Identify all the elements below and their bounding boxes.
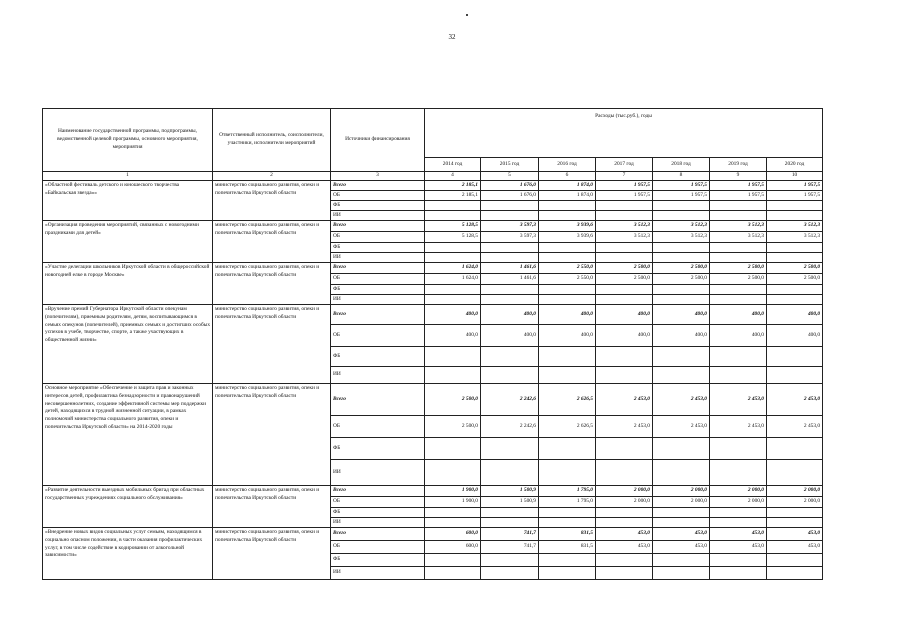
empty-cell [481,438,539,460]
column-number: 10 [767,172,823,181]
funding-source: ИИ [331,567,425,580]
total-value: 600,0 [425,528,481,541]
empty-cell [425,243,481,253]
empty-cell [710,554,767,567]
funding-source: ИИ [331,460,425,486]
funding-source: Всего [331,263,425,274]
header-source: Источники финансирования [331,109,425,172]
column-number: 8 [653,172,710,181]
empty-cell [710,285,767,295]
total-value: 1 795,0 [539,486,596,497]
total-value: 453,0 [710,528,767,541]
funding-source: ОБ [331,274,425,285]
header-name: Наименование государственной программы, подпрограммы, ведомственной целевой программы, основного мероприятия, мероприятия [43,109,213,172]
ob-value: 400,0 [425,325,481,347]
empty-cell [481,243,539,253]
measure-executor: министерство социального развития, опеки и попечительства Иркутской области [213,263,331,305]
total-value: 2 453,0 [596,384,653,416]
total-value: 2 185,1 [425,181,481,191]
ob-value: 400,0 [653,325,710,347]
empty-cell [653,554,710,567]
empty-cell [653,567,710,580]
measure-executor: министерство социального развития, опеки и попечительства Иркутской области [213,528,331,580]
empty-cell [596,211,653,221]
total-value: 400,0 [481,305,539,325]
ob-value: 3 597,3 [481,232,539,243]
column-number: 3 [331,172,425,181]
empty-cell [767,295,823,305]
empty-cell [596,367,653,384]
year-header: 2018 год [653,158,710,172]
total-value: 453,0 [596,528,653,541]
empty-cell [767,201,823,211]
total-value: 2 000,0 [596,486,653,497]
empty-cell [710,367,767,384]
ob-value: 2 626,5 [539,416,596,438]
ob-value: 3 512,3 [596,232,653,243]
ob-value: 2 500,0 [653,274,710,285]
empty-cell [481,253,539,263]
ob-value: 2 500,0 [425,416,481,438]
ob-value: 1 676,0 [481,191,539,201]
empty-cell [425,211,481,221]
empty-cell [596,518,653,528]
total-value: 2 000,0 [767,486,823,497]
funding-source: Всего [331,221,425,232]
empty-cell [710,253,767,263]
total-value: 1 500,9 [481,486,539,497]
ob-value: 1 624,0 [425,274,481,285]
funding-source: ОБ [331,416,425,438]
empty-cell [653,285,710,295]
empty-cell [653,295,710,305]
empty-cell [767,518,823,528]
header-executor: Ответственный исполнитель, соисполнители, участники, исполнители мероприятий [213,109,331,172]
funding-source: ОБ [331,497,425,508]
total-value: 400,0 [539,305,596,325]
funding-source: ФБ [331,438,425,460]
total-value: 1 624,0 [425,263,481,274]
column-number: 1 [43,172,213,181]
ob-value: 2 500,0 [596,274,653,285]
empty-cell [425,253,481,263]
column-number: 6 [539,172,596,181]
total-value: 2 000,0 [653,486,710,497]
empty-cell [710,201,767,211]
empty-cell [710,518,767,528]
column-number: 9 [710,172,767,181]
funding-source: ФБ [331,554,425,567]
total-value: 3 512,3 [653,221,710,232]
ob-value: 1 795,0 [539,497,596,508]
ob-value: 1 957,5 [653,191,710,201]
total-value: 1 676,0 [481,181,539,191]
empty-cell [653,211,710,221]
empty-cell [653,367,710,384]
ob-value: 2 000,0 [596,497,653,508]
total-value: 2 500,0 [653,263,710,274]
empty-cell [596,295,653,305]
empty-cell [425,438,481,460]
total-value: 400,0 [596,305,653,325]
empty-cell [539,253,596,263]
total-value: 3 512,3 [710,221,767,232]
empty-cell [653,243,710,253]
ob-value: 741,7 [481,541,539,554]
funding-source: ОБ [331,191,425,201]
column-number: 2 [213,172,331,181]
year-header: 2014 год [425,158,481,172]
measure-name: «Областной фестиваль детского и юношеского творчества «Байкальская звезда»» [43,181,213,221]
empty-cell [710,211,767,221]
page-number: 32 [448,33,456,41]
funding-source: ОБ [331,325,425,347]
empty-cell [653,347,710,367]
ob-value: 2 500,0 [710,274,767,285]
ob-value: 1 957,5 [596,191,653,201]
ob-value: 400,0 [481,325,539,347]
ob-value: 453,0 [710,541,767,554]
empty-cell [539,347,596,367]
ob-value: 1 500,9 [481,497,539,508]
ob-value: 2 000,0 [767,497,823,508]
empty-cell [481,567,539,580]
total-value: 1 957,5 [653,181,710,191]
measure-name: «Участие делегации школьников Иркутской области в общероссийской новогодней елке в городе Москве» [43,263,213,305]
column-number: 4 [425,172,481,181]
empty-cell [425,518,481,528]
empty-cell [767,285,823,295]
empty-cell [539,201,596,211]
empty-cell [539,211,596,221]
measure-name: Основное мероприятие «Обеспечение и защита прав и законных интересов детей, профилактика безнадзорности и правонарушений несовершеннолетних, создание эффективной системы мер поддержки детей, находящихся в трудной жизненной ситуации, в рамках полномочий министерства социального развития, опеки и попечительства Иркутской области» на 2014-2020 годы [43,384,213,486]
ob-value: 2 000,0 [653,497,710,508]
measure-executor: министерство социального развития, опеки и попечительства Иркутской области [213,221,331,263]
ob-value: 400,0 [710,325,767,347]
empty-cell [653,460,710,486]
total-value: 400,0 [653,305,710,325]
empty-cell [767,567,823,580]
empty-cell [767,243,823,253]
empty-cell [710,295,767,305]
ob-value: 3 512,3 [710,232,767,243]
empty-cell [481,285,539,295]
empty-cell [596,460,653,486]
ob-value: 2 453,0 [653,416,710,438]
column-number: 7 [596,172,653,181]
empty-cell [425,347,481,367]
year-header: 2020 год [767,158,823,172]
empty-cell [596,567,653,580]
measure-executor: министерство социального развития, опеки и попечительства Иркутской области [213,181,331,221]
empty-cell [653,438,710,460]
funding-source: ФБ [331,285,425,295]
funding-source: ИИ [331,295,425,305]
total-value: 831,5 [539,528,596,541]
empty-cell [481,460,539,486]
empty-cell [596,243,653,253]
empty-cell [767,460,823,486]
total-value: 1 461,6 [481,263,539,274]
total-value: 1 957,5 [710,181,767,191]
empty-cell [596,508,653,518]
year-header: 2016 год [539,158,596,172]
empty-cell [481,508,539,518]
funding-source: ФБ [331,243,425,253]
funding-source: Всего [331,181,425,191]
total-value: 2 500,0 [767,263,823,274]
total-value: 741,7 [481,528,539,541]
measure-executor: министерство социального развития, опеки и попечительства Иркутской области [213,384,331,486]
empty-cell [596,285,653,295]
ob-value: 1 874,0 [539,191,596,201]
funding-source: ОБ [331,232,425,243]
total-value: 453,0 [767,528,823,541]
total-value: 400,0 [425,305,481,325]
funding-source: ФБ [331,508,425,518]
empty-cell [767,253,823,263]
empty-cell [539,367,596,384]
empty-cell [481,211,539,221]
empty-cell [767,438,823,460]
total-value: 2 453,0 [710,384,767,416]
empty-cell [653,253,710,263]
total-value: 3 939,6 [539,221,596,232]
empty-cell [481,347,539,367]
measure-executor: министерство социального развития, опеки и попечительства Иркутской области [213,305,331,384]
empty-cell [767,554,823,567]
empty-cell [481,518,539,528]
empty-cell [539,295,596,305]
funding-source: ИИ [331,211,425,221]
empty-cell [767,347,823,367]
scan-speck [466,14,468,16]
total-value: 2 453,0 [653,384,710,416]
total-value: 3 597,3 [481,221,539,232]
ob-value: 2 242,6 [481,416,539,438]
total-value: 5 128,5 [425,221,481,232]
measure-name: «Развитие деятельности выездных мобильных бригад при областных государственных учреждениях социального обслуживания» [43,486,213,528]
funding-source: ФБ [331,201,425,211]
funding-source: ФБ [331,347,425,367]
measure-name: «Организация проведения мероприятий, связанных с новогодними праздниками для детей» [43,221,213,263]
table-row [43,486,823,497]
total-value: 2 453,0 [767,384,823,416]
total-value: 3 512,3 [767,221,823,232]
ob-value: 1 957,5 [767,191,823,201]
ob-value: 2 453,0 [710,416,767,438]
funding-source: Всего [331,528,425,541]
empty-cell [596,438,653,460]
ob-value: 453,0 [767,541,823,554]
empty-cell [425,285,481,295]
empty-cell [596,347,653,367]
empty-cell [539,243,596,253]
total-value: 2 500,0 [425,384,481,416]
total-value: 2 500,0 [596,263,653,274]
empty-cell [767,367,823,384]
funding-source: ИИ [331,518,425,528]
empty-cell [481,367,539,384]
ob-value: 3 512,3 [767,232,823,243]
header-spending: Расходы (тыс.руб.), годы [425,109,823,158]
ob-value: 600,0 [425,541,481,554]
ob-value: 2 000,0 [710,497,767,508]
measure-name: «Внедрение новых видов социальных услуг семьям, находящимся в социально опасном положении, в части оказания профилактических услуг, в том числе содействие в кодировании от алкогольной зависимости» [43,528,213,580]
year-header: 2015 год [481,158,539,172]
empty-cell [539,438,596,460]
funding-source: ИИ [331,367,425,384]
empty-cell [425,367,481,384]
empty-cell [481,201,539,211]
ob-value: 1 461,6 [481,274,539,285]
total-value: 453,0 [653,528,710,541]
total-value: 1 874,0 [539,181,596,191]
empty-cell [596,554,653,567]
empty-cell [767,211,823,221]
total-value: 2 242,6 [481,384,539,416]
empty-cell [425,554,481,567]
total-value: 1 957,5 [596,181,653,191]
ob-value: 453,0 [653,541,710,554]
ob-value: 2 453,0 [596,416,653,438]
empty-cell [481,554,539,567]
empty-cell [425,567,481,580]
measure-executor: министерство социального развития, опеки и попечительства Иркутской области [213,486,331,528]
table-row [43,181,823,191]
ob-value: 2 500,0 [767,274,823,285]
empty-cell [539,508,596,518]
year-header: 2017 год [596,158,653,172]
total-value: 1 957,5 [767,181,823,191]
empty-cell [539,518,596,528]
empty-cell [425,460,481,486]
empty-cell [710,243,767,253]
ob-value: 1 957,5 [710,191,767,201]
ob-value: 831,5 [539,541,596,554]
empty-cell [539,554,596,567]
empty-cell [710,567,767,580]
empty-cell [481,295,539,305]
funding-source: ИИ [331,253,425,263]
table-row [43,384,823,416]
total-value: 2 550,0 [539,263,596,274]
funding-source: Всего [331,384,425,416]
total-value: 3 512,3 [596,221,653,232]
empty-cell [539,567,596,580]
empty-cell [653,518,710,528]
table-row [43,263,823,274]
empty-cell [710,438,767,460]
total-value: 2 500,0 [710,263,767,274]
ob-value: 400,0 [539,325,596,347]
ob-value: 2 453,0 [767,416,823,438]
empty-cell [596,253,653,263]
empty-cell [425,201,481,211]
table-row [43,221,823,232]
empty-cell [539,460,596,486]
budget-rows [43,181,823,580]
ob-value: 453,0 [596,541,653,554]
budget-table [42,108,823,580]
ob-value: 1 900,0 [425,497,481,508]
empty-cell [710,508,767,518]
empty-cell [767,508,823,518]
empty-cell [425,295,481,305]
total-value: 1 900,0 [425,486,481,497]
column-number: 5 [481,172,539,181]
table-row [43,528,823,541]
empty-cell [653,201,710,211]
empty-cell [596,201,653,211]
ob-value: 3 939,6 [539,232,596,243]
total-value: 400,0 [710,305,767,325]
ob-value: 5 128,5 [425,232,481,243]
empty-cell [425,508,481,518]
total-value: 2 000,0 [710,486,767,497]
empty-cell [710,460,767,486]
empty-cell [710,347,767,367]
table-row [43,305,823,325]
measure-name: «Вручение премий Губернатора Иркутской области опекунам (попечителям), приемным родителям, детям, воспитывающимся в семьях опекунов (попечителей), приемных семьях и достигших особых успехов в учебе, творчестве, спорте, а также участвующих в общественной жизни» [43,305,213,384]
empty-cell [653,508,710,518]
ob-value: 400,0 [596,325,653,347]
total-value: 2 626,5 [539,384,596,416]
ob-value: 2 185,1 [425,191,481,201]
ob-value: 3 512,3 [653,232,710,243]
total-value: 400,0 [767,305,823,325]
year-header: 2019 год [710,158,767,172]
funding-source: Всего [331,486,425,497]
funding-source: Всего [331,305,425,325]
ob-value: 2 550,0 [539,274,596,285]
ob-value: 400,0 [767,325,823,347]
funding-source: ОБ [331,541,425,554]
empty-cell [539,285,596,295]
